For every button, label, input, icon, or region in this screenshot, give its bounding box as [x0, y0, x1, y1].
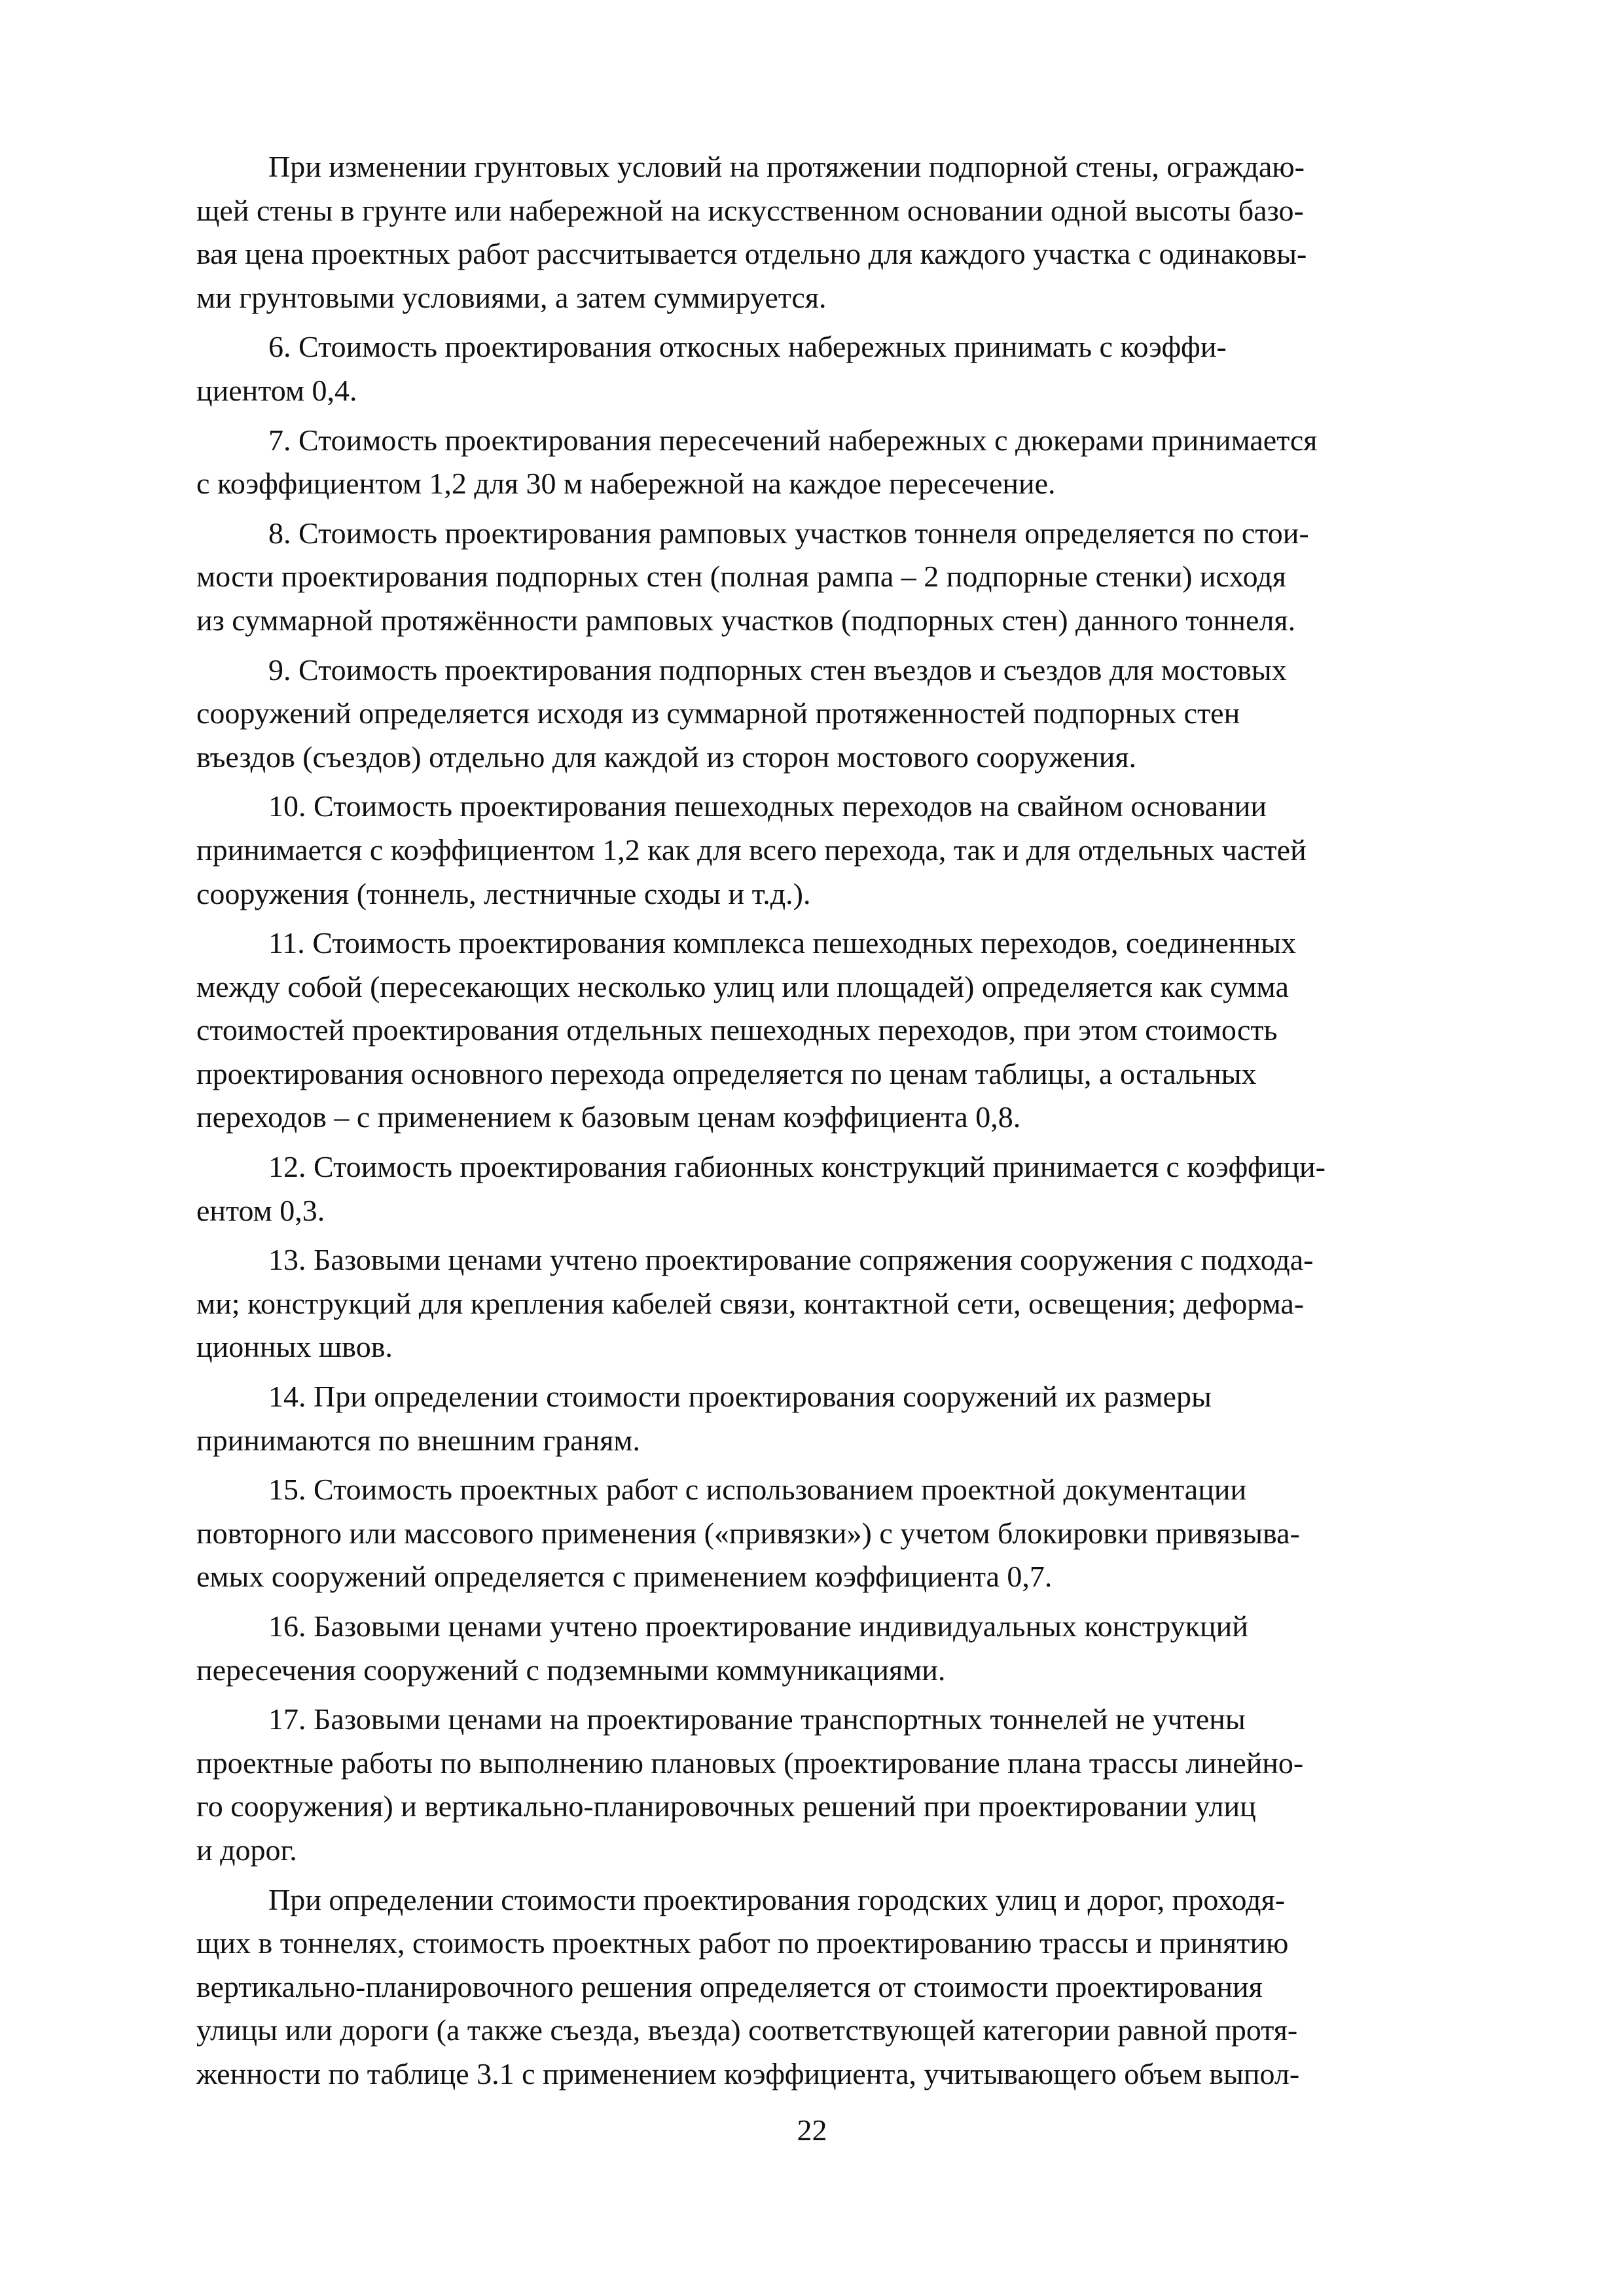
page-number: 22: [797, 2113, 827, 2147]
paragraph-item-6: 6. Стоимость проектирования откосных набережных принимать с коэффи- циентом 0,4.: [196, 330, 1227, 407]
paragraph-item-10: 10. Стоимость проектирования пешеходных переходов на свайном основании принимается с коэффициентом 1,2 как для всего перехода, так и для отдельных частей сооружения (тоннель, лестничные сходы и т.д.).: [196, 789, 1307, 910]
paragraph-item-8: 8. Стоимость проектирования рамповых участков тоннеля определяется по стои- мости проектирования подпорных стен (полная рампа – 2 подпорные стенки) исходя из суммарной протяжённости рамповых участков (подпорных стен) данного тоннеля.: [196, 516, 1309, 637]
paragraph-item-12: 12. Стоимость проектирования габионных конструкций принимается с коэффици- ентом 0,3.: [196, 1150, 1326, 1227]
paragraph-item-14: 14. При определении стоимости проектирования сооружений их размеры принимаются по внешним граням.: [196, 1380, 1212, 1457]
paragraph-item-13: 13. Базовыми ценами учтено проектирование сопряжения сооружения с подхода- ми; конструкций для крепления кабелей связи, контактной сети, освещения; деформа- ционных швов.: [196, 1243, 1314, 1364]
paragraph-city-streets: При определении стоимости проектирования городских улиц и дорог, проходя- щих в тоннелях, стоимость проектных работ по проектированию трассы и принятию вертикально-планировочного решения определяется от стоимости проектирования улицы или дороги (а также съезда, въезда) соответствующей категории равной протя- женности по таблице 3.1 с применением коэффициента, учитывающего объем выпол-: [196, 1882, 1300, 2090]
paragraph-item-7: 7. Стоимость проектирования пересечений набережных с дюкерами принимается с коэффициентом 1,2 для 30 м набережной на каждое пересечение.: [196, 423, 1318, 501]
paragraph-item-16: 16. Базовыми ценами учтено проектирование индивидуальных конструкций пересечения сооружений с подземными коммуникациями.: [196, 1609, 1248, 1687]
paragraph-item-9: 9. Стоимость проектирования подпорных стен въездов и съездов для мостовых сооружений определяется исходя из суммарной протяженностей подпорных стен въездов (съездов) отдельно для каждой из сторон мостового сооружения.: [196, 653, 1287, 774]
paragraph-item-17: 17. Базовыми ценами на проектирование транспортных тоннелей не учтены проектные работы по выполнению плановых (проектирование плана трассы линейно- го сооружения) и вертикально-планировочных решений при проектировании улиц и дорог.: [196, 1702, 1304, 1867]
paragraph-item-15: 15. Стоимость проектных работ с использованием проектной документации повторного или массового применения («привязки») с учетом блокировки привязыва- емых сооружений определяется с применением коэффициента 0,7.: [196, 1473, 1300, 1594]
document-body: [196, 145, 1440, 2102]
paragraph-soil-conditions: При изменении грунтовых условий на протяжении подпорной стены, ограждаю- щей стены в грунте или набережной на искусственном основании одной высоты базо- вая цена проектных работ рассчитывается отдельно для каждого участка с одинаковы- ми грунтовыми условиями, а затем суммируется.: [196, 150, 1307, 314]
paragraph-item-11: 11. Стоимость проектирования комплекса пешеходных переходов, соединенных между собой (пересекающих несколько улиц или площадей) определяется как сумма стоимостей проектирования отдельных пешеходных переходов, при этом стоимость проектирования основного перехода определяется по ценам таблицы, а остальных переходов – с применением к базовым ценам коэффициента 0,8.: [196, 926, 1297, 1134]
